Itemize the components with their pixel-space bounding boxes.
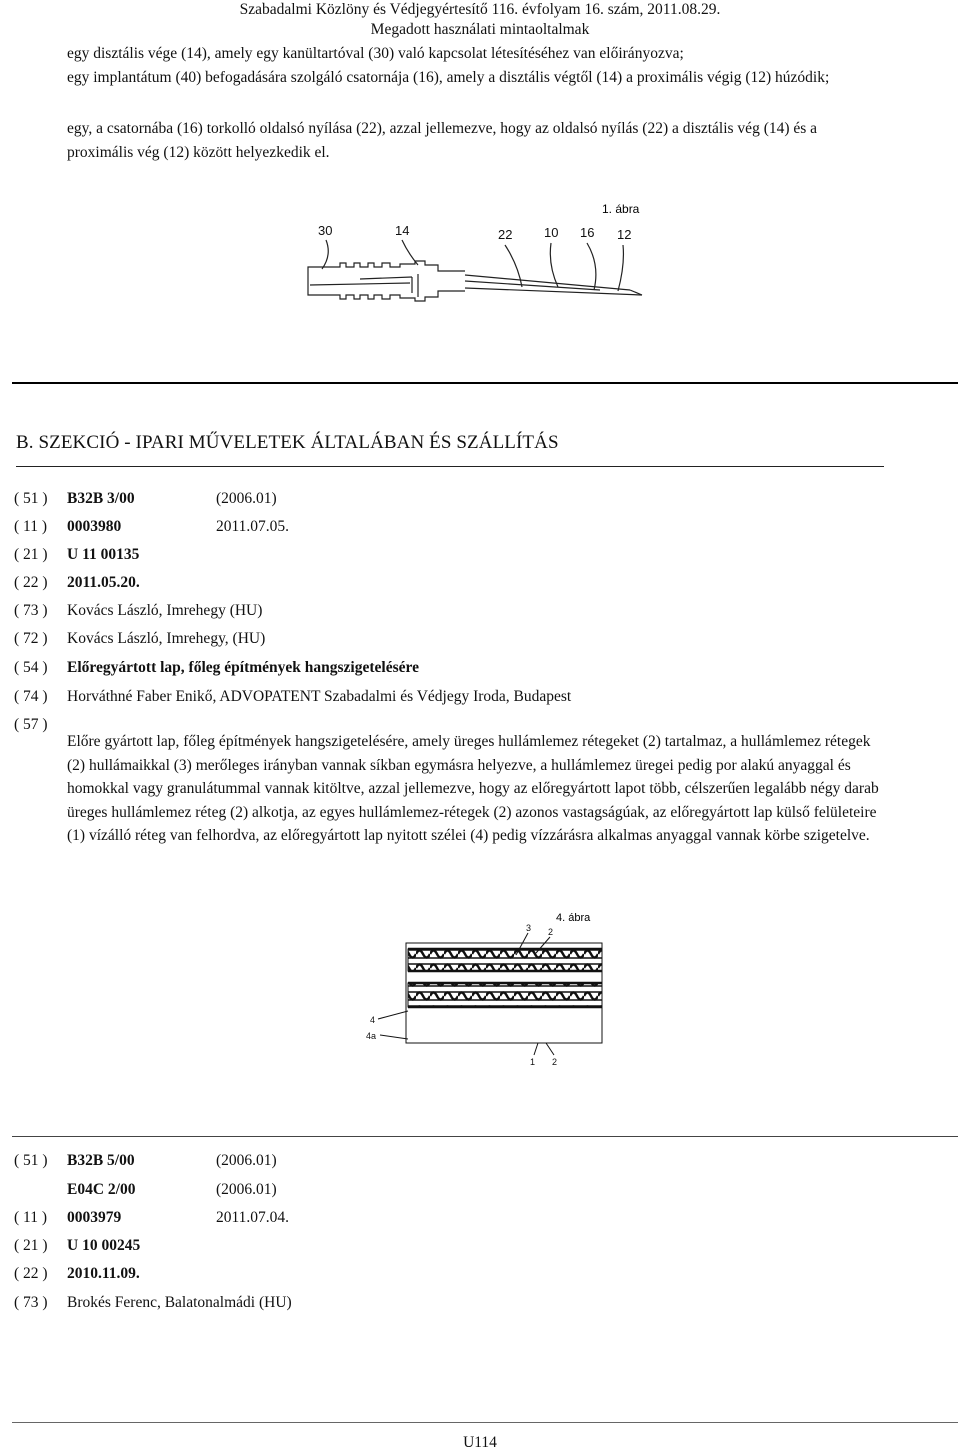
section-header: Megadott használati mintaoltalmak	[370, 21, 590, 38]
inid-code-11: ( 11 )	[14, 518, 47, 535]
figure-4-label: 2	[548, 927, 554, 937]
inid-code-11: ( 11 )	[14, 1209, 47, 1226]
figure-4-panel-drawing	[360, 905, 620, 1075]
patent-agent: Horváthné Faber Enikő, ADVOPATENT Szabadalmi és Védjegy Iroda, Budapest	[67, 688, 572, 705]
figure-4-label: 4	[370, 1015, 376, 1025]
section-title-underline	[16, 466, 884, 467]
claim-line-3: egy, a csatornába (16) torkolló oldalsó nyílása (22), azzal jellemezve, hogy az oldalsó nyílás (22) a disztális vég (14) és a proximális vég (12) között helyezkedik el.	[67, 120, 818, 161]
inid-code-21: ( 21 )	[14, 1237, 48, 1254]
abstract-text: Előre gyártott lap, főleg építmények hangszigetelésére, amely üreges hullámlemez rétegeket (2) tartalmaz, a hullámlemez rétegek (2) hullámaikkal (3) merőleges irányban vannak síkban egymásra helyezve, a hullámlemez üregei pedig por alakú anyaggal és homokkal vagy granulátummal vannak kitöltve, azzal jellemezve, hogy az előregyártott lapot több, célszerűen legalább négy darab üreges hullámlemez réteg (2) alkotja, az egyes hullámlemez-rétegek (2) azonos vastagságúak, az előregyártott lap külső felületeire (1) vízálló réteg van felhordva, az előregyártott lap nyitott szélei (4) pedig vízzárásra alkalmas anyaggal vannak körbe szigetelve.	[67, 733, 879, 844]
application-number: U 11 00135	[67, 546, 140, 563]
figure-1-needle-drawing	[300, 195, 660, 315]
figure-4-label: 4a	[366, 1031, 377, 1041]
inid-code-22: ( 22 )	[14, 574, 48, 591]
ipc-class: B32B 5/00	[67, 1152, 135, 1169]
figure-1-caption: 1. ábra	[602, 202, 640, 216]
figure-4-label: 2	[552, 1057, 558, 1067]
figure-4-caption: 4. ábra	[556, 912, 591, 924]
ipc-date: (2006.01)	[216, 1152, 277, 1169]
figure-4-label: 3	[526, 923, 532, 933]
record-separator	[12, 1136, 958, 1137]
claim-line-1: egy disztális vége (14), amely egy kanültartóval (30) való kapcsolat létesítéséhez van előirányozva;	[67, 45, 684, 62]
journal-header: Szabadalmi Közlöny és Védjegyértesítő 116. évfolyam 16. szám, 2011.08.29.	[239, 1, 721, 18]
inid-code-74: ( 74 )	[14, 688, 48, 705]
ipc-date-secondary: (2006.01)	[216, 1181, 277, 1198]
inid-code-22: ( 22 )	[14, 1265, 48, 1282]
inid-code-72: ( 72 )	[14, 630, 48, 647]
figure-4-label: 1	[530, 1057, 536, 1067]
section-b-title: B. SZEKCIÓ - IPARI MŰVELETEK ÁLTALÁBAN ÉS SZÁLLÍTÁS	[16, 432, 559, 453]
registration-number: 0003980	[67, 518, 122, 535]
inid-code-51: ( 51 )	[14, 490, 48, 507]
page-number: U114	[463, 1434, 497, 1451]
registration-date: 2011.07.04.	[216, 1209, 290, 1226]
inid-code-73: ( 73 )	[14, 1294, 48, 1311]
figure-1-label: 16	[580, 225, 595, 240]
inid-code-51: ( 51 )	[14, 1152, 48, 1169]
figure-1-label: 22	[498, 227, 513, 242]
registration-date: 2011.07.05.	[216, 518, 290, 535]
figure-1-label: 12	[617, 227, 632, 242]
invention-title: Előregyártott lap, főleg építmények hangszigetelésére	[67, 659, 419, 676]
claim-line-2: egy implantátum (40) befogadására szolgáló csatornája (16), amely a disztális végtől (14) a proximális végig (12) húzódik;	[67, 69, 830, 86]
figure-1-label: 10	[544, 225, 559, 240]
inid-code-73: ( 73 )	[14, 602, 48, 619]
figure-1-label: 14	[395, 223, 410, 238]
footer-separator	[12, 1422, 958, 1423]
ipc-date: (2006.01)	[216, 490, 277, 507]
ipc-class-secondary: E04C 2/00	[67, 1181, 136, 1198]
ipc-class: B32B 3/00	[67, 490, 135, 507]
filing-date: 2010.11.09.	[67, 1265, 140, 1282]
registration-number: 0003979	[67, 1209, 122, 1226]
inid-code-57: ( 57 )	[14, 716, 48, 733]
rights-holder: Kovács László, Imrehegy (HU)	[67, 602, 263, 619]
rights-holder: Brokés Ferenc, Balatonalmádi (HU)	[67, 1294, 292, 1311]
inid-code-21: ( 21 )	[14, 546, 48, 563]
inventor: Kovács László, Imrehegy, (HU)	[67, 630, 266, 647]
application-number: U 10 00245	[67, 1237, 141, 1254]
inid-code-54: ( 54 )	[14, 659, 48, 676]
figure-1-label: 30	[318, 223, 333, 238]
section-separator	[12, 382, 958, 384]
filing-date: 2011.05.20.	[67, 574, 140, 591]
